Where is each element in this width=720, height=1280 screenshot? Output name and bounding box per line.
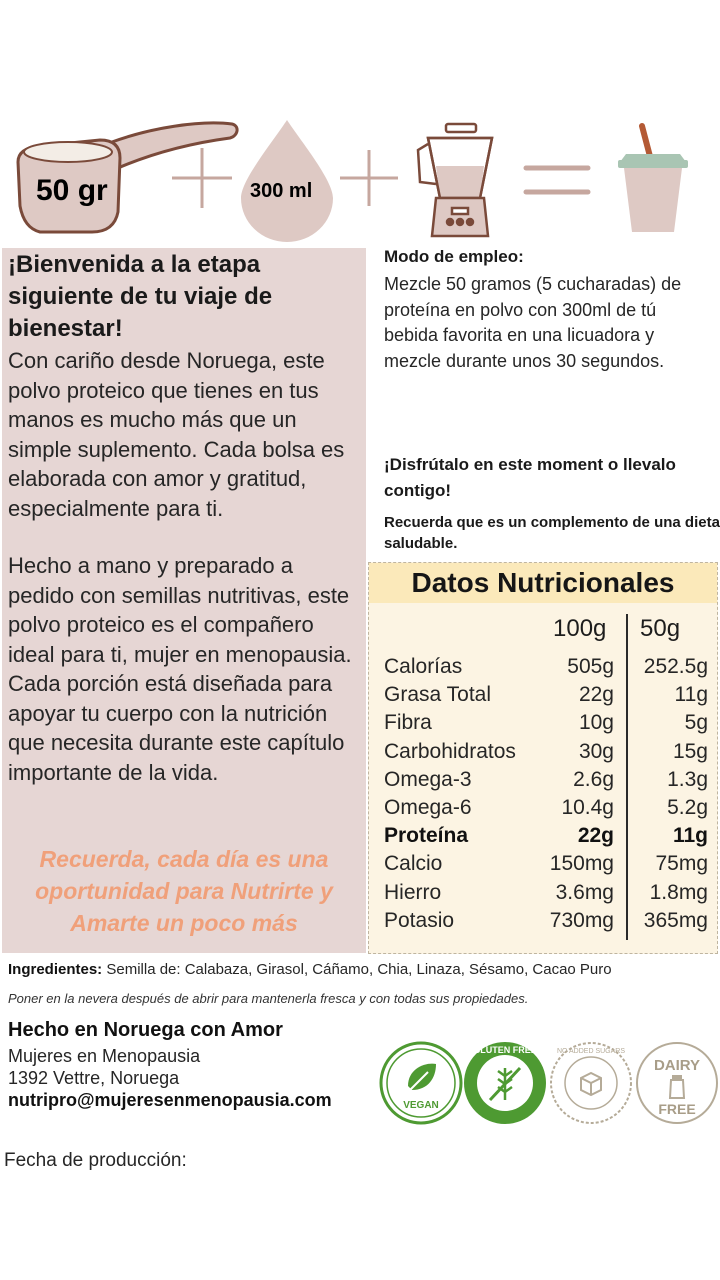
nutrient-label: Calorías bbox=[384, 655, 463, 678]
plus-icon bbox=[172, 148, 232, 208]
value-100g: 505g bbox=[567, 655, 614, 678]
value-100g: 2.6g bbox=[573, 767, 614, 791]
free-text: FREE bbox=[658, 1101, 696, 1117]
nutrition-col-50g: 50g bbox=[640, 615, 681, 642]
value-100g: 22g bbox=[577, 824, 614, 848]
value-100g: 730mg bbox=[549, 908, 614, 932]
value-50g: 15g bbox=[672, 739, 708, 763]
company-address: 1392 Vettre, Noruega bbox=[8, 1068, 180, 1088]
nutrient-label: Omega-3 bbox=[384, 767, 472, 791]
vegan-badge bbox=[378, 1040, 464, 1126]
usage-title: Modo de empleo: bbox=[384, 247, 524, 266]
usage-instructions: Mezcle 50 gramos (5 cucharadas) de proteína en polvo con 300ml de tú bebida favorita en una licuadora y mezcle durante unos 30 segundos. bbox=[384, 274, 682, 371]
nutrition-title: Datos Nutricionales bbox=[411, 567, 675, 598]
nutrient-label: Carbohidratos bbox=[384, 739, 516, 763]
value-100g: 10g bbox=[578, 711, 614, 735]
plus-icon bbox=[340, 150, 398, 206]
value-50g: 5g bbox=[684, 711, 708, 735]
nutrient-label: Potasio bbox=[384, 908, 455, 932]
nutrient-label: Omega-6 bbox=[384, 796, 472, 819]
nutrient-label: Calcio bbox=[384, 852, 443, 876]
production-date-label: Fecha de producción: bbox=[4, 1150, 187, 1171]
value-50g: 11g bbox=[672, 824, 708, 848]
nutrition-row bbox=[384, 909, 714, 937]
nutrition-row bbox=[384, 655, 714, 683]
welcome-title: ¡Bienvenida a la etapa siguiente de tu viaje de bienestar! bbox=[8, 251, 273, 342]
value-50g: 365mg bbox=[643, 908, 708, 932]
value-100g: 3.6mg bbox=[555, 880, 614, 904]
value-100g: 30g bbox=[578, 739, 614, 763]
nutrition-row bbox=[384, 711, 714, 739]
equals-icon bbox=[526, 168, 588, 192]
nutrition-col-100g: 100g bbox=[553, 615, 607, 642]
water-label: 300 ml bbox=[250, 180, 313, 202]
gluten-free-text: GLUTEN FREE bbox=[473, 1045, 537, 1055]
nutrient-label: Fibra bbox=[384, 711, 432, 735]
value-100g: 22g bbox=[578, 683, 614, 707]
value-100g: 150mg bbox=[549, 852, 614, 876]
scoop-label: 50 gr bbox=[36, 174, 108, 207]
welcome-paragraph-2: Hecho a mano y preparado a pedido con semillas nutritivas, este polvo proteico es el compañero ideal para ti, mujer en menopausia. Cada porción está diseñada para apoyar tu cuerpo con la nutrición que necesita durante este capítulo importante de la vida. bbox=[8, 553, 352, 785]
blender-icon bbox=[418, 124, 492, 236]
ingredients-label: Ingredientes: bbox=[8, 961, 103, 978]
motivational-quote: Recuerda, cada día es una oportunidad para Nutrirte y Amarte un poco más bbox=[35, 846, 333, 936]
value-50g: 5.2g bbox=[667, 796, 708, 819]
nutrition-row bbox=[384, 768, 714, 796]
nutrition-row bbox=[384, 881, 714, 909]
nutrient-label: Hierro bbox=[384, 880, 442, 904]
value-50g: 252.5g bbox=[643, 655, 708, 678]
welcome-paragraph-1: Con cariño desde Noruega, este polvo proteico que tienes en tus manos es mucho más que un simple suplemento. Cada bolsa es elaborada con amor y gratitud, especialmente para ti. bbox=[8, 348, 345, 521]
diet-reminder: Recuerda que es un complemento de una dieta saludable. bbox=[384, 514, 720, 552]
value-50g: 1.8mg bbox=[649, 880, 708, 904]
company-name: Mujeres en Menopausia bbox=[8, 1046, 201, 1066]
enjoy-text: ¡Disfrútalo en este moment o llevalo contigo! bbox=[384, 455, 676, 500]
value-100g: 10.4g bbox=[561, 796, 614, 819]
dairy-free-badge bbox=[634, 1040, 720, 1126]
nutrition-row bbox=[384, 683, 714, 711]
nutrition-row bbox=[384, 824, 714, 852]
contact-email[interactable]: nutripro@mujeresenmenopausia.com bbox=[8, 1090, 332, 1110]
nutrition-row bbox=[384, 740, 714, 768]
no-added-sugars-text: NO ADDED SUGARS bbox=[556, 1048, 626, 1055]
vegan-text: VEGAN bbox=[403, 1100, 439, 1111]
nutrition-row bbox=[384, 796, 714, 824]
made-in-title: Hecho en Noruega con Amor bbox=[8, 1019, 283, 1041]
recipe-strip bbox=[0, 110, 720, 245]
dairy-text: DAIRY bbox=[653, 1057, 701, 1074]
value-50g: 1.3g bbox=[667, 767, 708, 791]
nutrition-row bbox=[384, 852, 714, 880]
ingredients-list: Semilla de: Calabaza, Girasol, Cáñamo, Chia, Linaza, Sésamo, Cacao Puro bbox=[102, 961, 612, 978]
gluten-free-badge bbox=[462, 1040, 548, 1126]
nutrient-label: Grasa Total bbox=[384, 683, 491, 707]
value-50g: 75mg bbox=[655, 852, 708, 876]
ingredients bbox=[8, 962, 708, 977]
value-50g: 11g bbox=[674, 683, 708, 707]
no-added-sugars-badge bbox=[548, 1040, 634, 1126]
shake-cup-icon bbox=[618, 126, 688, 232]
storage-note: Poner en la nevera después de abrir para mantenerla fresca y con todas sus propiedades. bbox=[8, 991, 529, 1006]
milk-bottle-icon bbox=[670, 1075, 684, 1098]
nutrient-label: Proteína bbox=[384, 824, 469, 848]
